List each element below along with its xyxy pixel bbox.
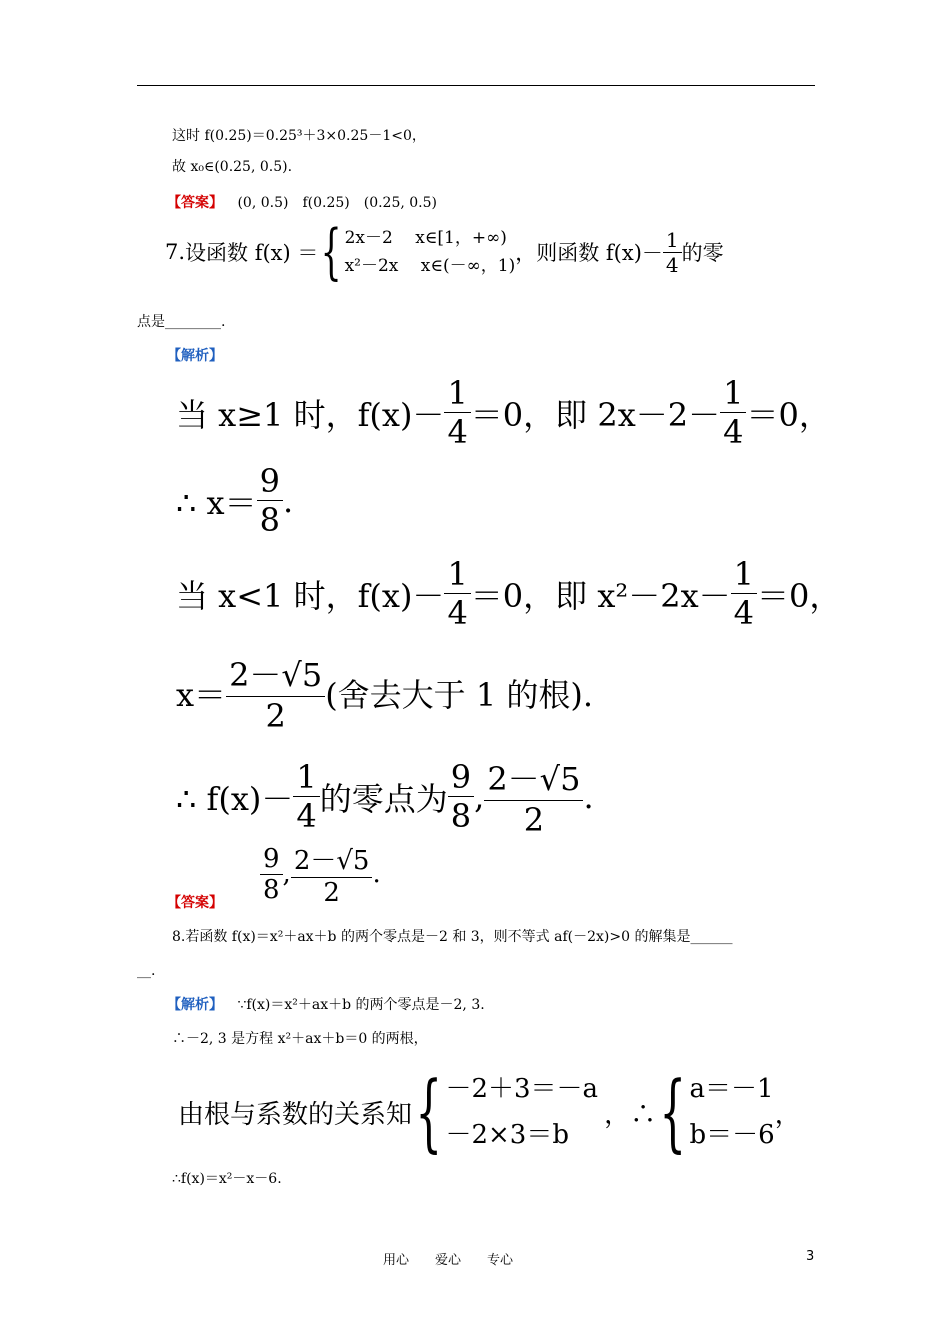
case-1: 2x－2 x∈[1，+∞) — [344, 228, 507, 248]
fraction: $\frac{2-√5}{2}$ — [226, 650, 325, 735]
question-text: 的零 — [681, 241, 724, 265]
fraction: $\frac{2-√5}{2}$ — [484, 754, 583, 839]
solution-line-5: ∴ f(x)－ $\frac{1}{4}$ 的零点为 $\frac{9}{8}$ , $\frac{2-√5}{2}$ . — [176, 754, 594, 839]
text-line: ∴－2, 3 是方程 x²＋ax＋b＝0 的两根， — [172, 1031, 428, 1047]
piecewise-cases — [345, 224, 516, 280]
equation-system-2: a＝－1 b＝－6 — [689, 1074, 775, 1150]
text-line: 故 x₀∈(0.25, 0.5). — [172, 159, 293, 175]
question-8: 8.若函数 f(x)＝x²＋ax＋b 的两个零点是－2 和 3，则不等式 af(－2x)>0 的解集是______ — [172, 929, 733, 945]
footer-text: 用心 爱心 专心 — [383, 1253, 514, 1268]
answer-line — [167, 194, 437, 212]
left-brace-icon: { — [415, 1063, 443, 1161]
fraction: $\frac{1}{4}$ — [663, 228, 682, 277]
header-rule — [137, 85, 815, 86]
solution-line-3: 当 x<1 时，f(x)－ $\frac{1}{4}$ ＝0，即 x²－2x－ $\frac{1}{4}$ ＝0， — [176, 555, 842, 632]
analysis-tag: 【解析】 — [167, 348, 223, 364]
answer-text: (0, 0.5) f(0.25) (0.25, 0.5) — [237, 195, 437, 211]
equation-system-1: －2＋3＝－a －2×3＝b — [445, 1074, 599, 1150]
solution-line-1: 当 x≥1 时，f(x)－ $\frac{1}{4}$ ＝0，即 2x－2－ $\frac{1}{4}$ ＝0， — [176, 374, 831, 451]
fraction: $\frac{1}{4}$ — [444, 374, 470, 451]
fraction: $\frac{1}{4}$ — [444, 555, 470, 632]
fraction: $\frac{1}{4}$ — [731, 555, 757, 632]
fraction: $\frac{9}{8}$ — [448, 758, 474, 835]
analysis-line: 【解析】 ∵f(x)＝x²＋ax＋b 的两个零点是－2, 3. — [167, 997, 485, 1013]
left-brace-icon: { — [659, 1063, 687, 1161]
question-text: ，则函数 f(x)－ — [515, 241, 663, 265]
fraction: $\frac{9}{8}$ — [257, 462, 283, 539]
solution-line-2: ∴ x＝ $\frac{9}{8}$ . — [176, 462, 294, 539]
text-line: ∴f(x)＝x²－x－6. — [172, 1171, 282, 1187]
vieta-line: 由根与系数的关系知 { －2＋3＝－a －2×3＝b ，∴ { a＝－1 b＝－6 ， — [178, 1063, 801, 1161]
answer-2-value: $\frac{9}{8}$ , $\frac{2-√5}{2}$ . — [260, 840, 381, 908]
answer-tag: 【答案】 — [167, 195, 223, 211]
fraction: $\frac{1}{4}$ — [720, 374, 746, 451]
fraction: $\frac{1}{4}$ — [293, 758, 319, 835]
question-text: 设函数 f(x) ＝ — [185, 241, 319, 265]
left-brace-icon: { — [320, 217, 343, 287]
text-line: 这时 f(0.25)＝0.25³＋3×0.25－1<0， — [172, 128, 426, 144]
question-number: 7. — [165, 240, 186, 264]
fraction: $\frac{2-√5}{2}$ — [291, 840, 373, 908]
fraction: $\frac{9}{8}$ — [260, 844, 283, 905]
page-number: 3 — [806, 1249, 815, 1264]
case-2: x²－2x x∈(－∞，1) — [344, 256, 516, 276]
text-line: __. — [137, 963, 156, 979]
question-7 — [165, 217, 724, 287]
solution-line-4: x＝ $\frac{2-√5}{2}$ (舍去大于 1 的根). — [176, 650, 593, 735]
text-line: 点是________. — [137, 314, 226, 330]
answer-tag-2: 【答案】 — [167, 895, 223, 911]
analysis-tag: 【解析】 — [167, 997, 223, 1013]
